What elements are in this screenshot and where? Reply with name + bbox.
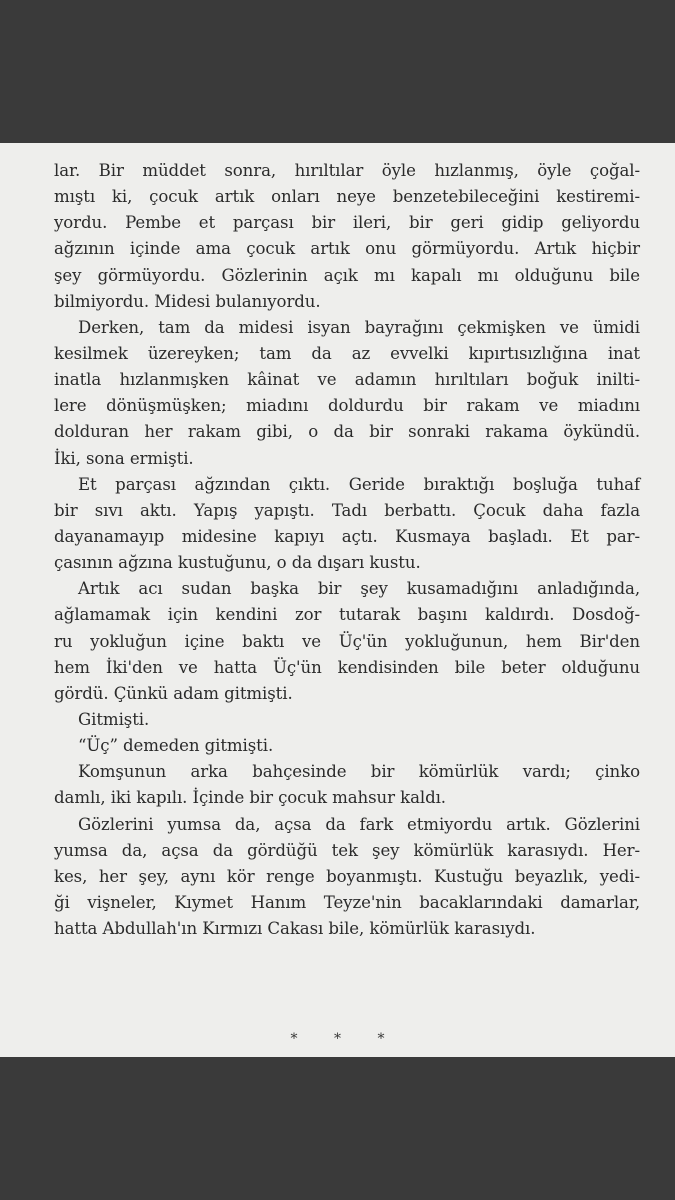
text-line: ağlamamak için kendini zor tutarak başını kaldırdı. Dosdoğ- <box>54 605 640 625</box>
text-line: gördü. Çünkü adam gitmişti. <box>54 683 293 703</box>
text-line: dolduran her rakam gibi, o da bir sonraki rakama öykündü. <box>54 422 640 442</box>
text-line: kes, her şey, aynı kör renge boyanmıştı. Kustuğu beyazlık, yedi- <box>54 866 640 886</box>
text-line: dayanamayıp midesine kapıyı açtı. Kusmaya başladı. Et par- <box>54 526 640 546</box>
text-line: Gözlerini yumsa da, açsa da fark etmiyordu artık. Gözlerini <box>78 814 640 834</box>
text-line: ği vişneler, Kıymet Hanım Teyze'nin bacaklarındaki damarlar, <box>54 892 640 912</box>
text-line: yumsa da, açsa da gördüğü tek şey kömürlük karasıydı. Her- <box>54 840 640 860</box>
text-line: yordu. Pembe et parçası bir ileri, bir geri gidip geliyordu <box>54 213 640 233</box>
book-page-photo <box>0 143 675 1057</box>
bottom-dark-bar <box>0 1057 675 1200</box>
text-line: inatla hızlanmışken kâinat ve adamın hırıltıları boğuk inilti- <box>54 370 640 390</box>
text-line: Artık acı sudan başka bir şey kusamadığını anladığında, <box>78 579 640 599</box>
text-line: ağzının içinde ama çocuk artık onu görmüyordu. Artık hiçbir <box>54 239 640 259</box>
section-break-asterisks: * * * <box>290 1031 401 1047</box>
text-line: ru yokluğun içine baktı ve Üç'ün yokluğunun, hem Bir'den <box>54 631 640 651</box>
text-line: İki, sona ermişti. <box>54 448 194 468</box>
text-line: çasının ağzına kustuğunu, o da dışarı kustu. <box>54 553 421 573</box>
text-line: mıştı ki, çocuk artık onları neye benzetebileceğini kestiremi- <box>54 187 640 207</box>
text-line: bilmiyordu. Midesi bulanıyordu. <box>54 291 321 311</box>
text-line: kesilmek üzereyken; tam da az evvelki kıpırtısızlığına inat <box>54 343 640 363</box>
top-dark-bar <box>0 0 675 143</box>
text-line: hatta Abdullah'ın Kırmızı Cakası bile, kömürlük karasıydı. <box>54 919 536 939</box>
text-line: şey görmüyordu. Gözlerinin açık mı kapalı mı olduğunu bile <box>54 265 640 285</box>
text-line: lere dönüşmüşken; miadını doldurdu bir rakam ve miadını <box>54 396 640 416</box>
text-line: Derken, tam da midesi isyan bayrağını çekmişken ve ümidi <box>78 317 640 337</box>
text-line: damlı, iki kapılı. İçinde bir çocuk mahsur kaldı. <box>54 788 446 808</box>
text-line: lar. Bir müddet sonra, hırıltılar öyle hızlanmış, öyle çoğal- <box>54 161 640 180</box>
book-text-body <box>54 158 640 942</box>
text-line: hem İki'den ve hatta Üç'ün kendisinden bile beter olduğunu <box>54 657 640 677</box>
text-line: Komşunun arka bahçesinde bir kömürlük vardı; çinko <box>78 762 640 782</box>
text-line: Et parçası ağzından çıktı. Geride bıraktığı boşluğa tuhaf <box>78 474 640 494</box>
text-line: bir sıvı aktı. Yapış yapıştı. Tadı berbattı. Çocuk daha fazla <box>54 500 640 520</box>
text-line: Gitmişti. <box>78 709 150 729</box>
text-line: “Üç” demeden gitmişti. <box>78 736 274 756</box>
